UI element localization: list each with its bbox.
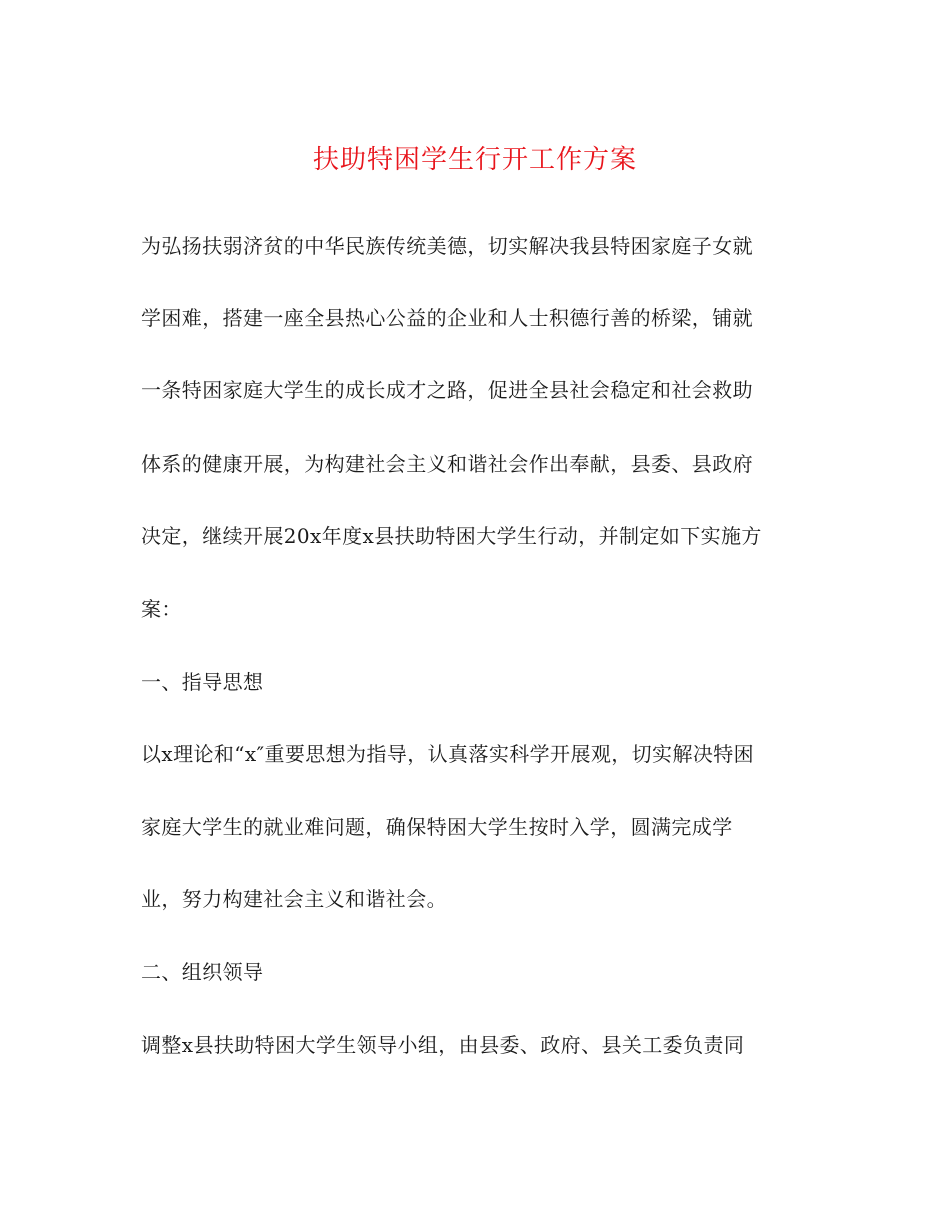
body-line: 家庭大学生的就业难问题，确保特困大学生按时入学，圆满完成学 [141, 815, 733, 839]
body-line: 调整x县扶助特困大学生领导小组，由县委、政府、县关工委负责同 [141, 1033, 745, 1057]
document-title: 扶助特困学生行开工作方案 [312, 145, 637, 175]
body-line: 体系的健康开展，为构建社会主义和谐社会作出奉献，县委、县政府 [141, 452, 753, 476]
body-line: 以x理论和“x″重要思想为指导，认真落实科学开展观，切实解决特困 [141, 742, 755, 766]
body-line: 为弘扬扶弱济贫的中华民族传统美德，切实解决我县特困家庭子女就 [141, 234, 753, 258]
section-heading-organization: 二、组织领导 [141, 960, 264, 984]
body-line: 学困难，搭建一座全县热心公益的企业和人士积德行善的桥梁，铺就 [141, 306, 753, 330]
body-line: 决定，继续开展20x年度x县扶助特困大学生行动，并制定如下实施方 [141, 524, 762, 548]
section-heading-guiding-ideology: 一、指导思想 [141, 670, 264, 694]
body-line: 案： [141, 597, 182, 621]
body-line: 业，努力构建社会主义和谐社会。 [141, 887, 447, 911]
body-line: 一条特困家庭大学生的成长成才之路，促进全县社会稳定和社会救助 [141, 378, 753, 402]
